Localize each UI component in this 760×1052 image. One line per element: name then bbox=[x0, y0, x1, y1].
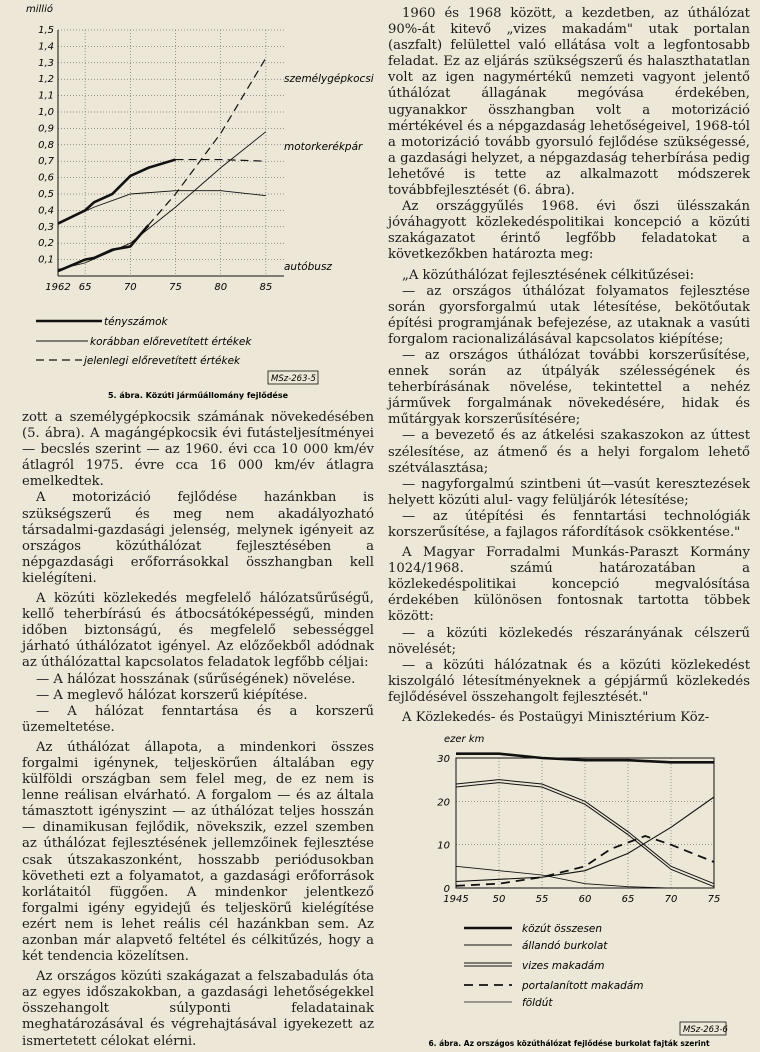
right-para-2: „A közúthálózat fejlesztésének célkitűzései: bbox=[402, 267, 695, 283]
fig6-code: MSz-263-6 bbox=[683, 1025, 728, 1035]
right-para-11: A Közlekedés- és Postaügyi Minisztérium Köz- bbox=[402, 710, 710, 726]
fig5-ytick: 0,3 bbox=[38, 221, 54, 233]
fig5-ytick: 0,1 bbox=[38, 254, 54, 266]
fig5-code: MSz-263-5 bbox=[271, 374, 316, 384]
right-para-6: — nagyforgalmú szintbeni út—vasút keresztezések helyett közúti alul- vagy felüljárók létesítése; bbox=[388, 476, 750, 508]
fig5-xtick: 1962 bbox=[45, 282, 71, 293]
fig5-xtick: 85 bbox=[259, 282, 273, 293]
fig5-xtick: 65 bbox=[78, 282, 92, 293]
left-para-4: — A meglevő hálózat korszerű kiépítése. bbox=[36, 687, 308, 703]
fig5-ytick: 1,5 bbox=[38, 25, 54, 36]
right-para-4: — az országos úthálózat további korszerűsítése, ennek során az útpályák szélességének és teherbírásának növelése, tekintettel a nehéz járművek forgalmának növekedésére, hidak és műtárgyak korszerűsítésére; bbox=[388, 347, 750, 428]
fig6-xtick: 60 bbox=[578, 894, 592, 905]
fig6-series-2 bbox=[456, 780, 714, 884]
fig5-series-1 bbox=[58, 132, 266, 270]
fig6-legend-1: állandó burkolat bbox=[522, 940, 608, 952]
fig6-ytick: 10 bbox=[437, 840, 450, 852]
fig6-ytick: 30 bbox=[437, 754, 450, 765]
left-para-7: Az országos közúti szakágazat a felszabadulás óta az egyes időszakokban, a gazdasági lehetőségekkel összehangolt súlyponti feladatainak meghatározásával és végrehajtásával igyekezett az ismertetett célokat elérni. bbox=[22, 969, 374, 1049]
fig5-label-car: személygépkocsi bbox=[284, 73, 374, 85]
fig5-ytick: 1,2 bbox=[38, 74, 54, 86]
fig6-legend-3: portalanított makadám bbox=[522, 980, 644, 992]
left-para-2: A közúti közlekedés megfelelő hálózatsűrűségű, kellő teherbírású és átbocsátóképességű, minden időben biztonságú, és megfelelő sebességgel járható úthálózatot igényel. Az előzőekből adódnak az úthálózattal kapcsolatos feladatok legfőbb céljai: bbox=[22, 591, 374, 671]
fig5-ytick: 0,8 bbox=[38, 139, 54, 151]
fig5-legend-1: korábban előrevetített értékek bbox=[90, 336, 252, 348]
right-para-7: — az útépítési és fenntartási technológiák korszerűsítése, a fajlagos ráfordítások csökkentése." bbox=[388, 508, 750, 540]
fig6-xtick: 70 bbox=[664, 894, 678, 905]
fig5-series-2 bbox=[148, 58, 266, 225]
fig5-ytick: 0,5 bbox=[38, 189, 54, 200]
fig5-ytick: 1,4 bbox=[38, 41, 54, 53]
right-para-10: — a közúti hálózatnak és a közúti közlekedést kiszolgáló létesítményeknek a gépjármű közlekedés fejlődésével összehangolt fejlesztését." bbox=[388, 657, 750, 705]
fig5-ytick: 1,0 bbox=[38, 107, 54, 118]
fig6-xtick: 55 bbox=[535, 894, 549, 905]
figure-6-chart bbox=[388, 730, 750, 1050]
right-para-1: Az országgyűlés 1968. évi őszi ülésszakán jóváhagyott közlekedéspolitikai koncepció a közúti szakágazatot érintő legfőbb feladatokat a következőkben határozta meg: bbox=[388, 199, 750, 263]
fig5-legend-0: tényszámok bbox=[104, 316, 168, 328]
right-para-5: — a bevezető és az átkelési szakaszokon az úttest szélesítése, az átmenő és a helyi forgalom lehető szétválasztása; bbox=[388, 428, 750, 476]
fig5-ytick: 0,9 bbox=[38, 123, 54, 135]
left-para-3: — A hálózat hosszának (sűrűségének) növelése. bbox=[36, 671, 356, 687]
left-para-0: zott a személygépkocsik számának növekedésében (5. ábra). A magángépkocsik évi futásteljesítményei — becslés szerint — az 1960. évi cca 10 000 km/év átlagról 1975. évre cca 16 000 km/év átlagra emelkedtek. bbox=[22, 410, 374, 490]
fig5-xtick: 75 bbox=[169, 282, 182, 293]
fig6-xtick: 75 bbox=[707, 894, 721, 905]
figure-5-chart bbox=[22, 0, 374, 400]
fig5-ylabel: millió bbox=[26, 4, 53, 15]
fig6-legend-2: vizes makadám bbox=[522, 960, 605, 972]
fig5-ytick: 1,3 bbox=[38, 57, 54, 69]
fig6-legend-4: földút bbox=[522, 997, 553, 1009]
left-para-5: — A hálózat fenntartása és a korszerű üzemeltetése. bbox=[22, 703, 374, 735]
fig6-caption: 6. ábra. Az országos közúthálózat fejlődése burkolat fajták szerint bbox=[428, 1039, 710, 1048]
left-para-1: A motorizáció fejlődése hazánkban is szükségszerű és meg nem akadályozható társadalmi-gazdasági jelenség, melynek igényeit az országos közúthálózat fejlesztésében a népgazdasági erőforrásokkal összhangban kell kielégíteni. bbox=[22, 490, 374, 586]
fig6-ytick: 0 bbox=[443, 884, 450, 895]
right-text bbox=[388, 6, 750, 726]
right-para-0: 1960 és 1968 között, a kezdetben, az úthálózat 90%-át kitevő „vizes makadám" utak portalan (aszfalt) felülettel való ellátása volt a legfontosabb feladat. Ez az eljárás szükségszerű és halaszthatatlan volt az igen nagymértékű nemzeti vagyont jelentő úthálózat állagának megóvása érdekében, ugyanakkor összhangban volt a motorizáció mértékével és a népgazdaság lehetőségeivel, 1968-tól a motorizáció tovább gyorsuló fejlődése szükségessé, a gazdasági helyzet, a népgazdaság teherbírása pedig lehetővé is tette az alkalmazott módszerek továbbfejlesztését (6. ábra). bbox=[388, 6, 750, 199]
fig5-series-0 bbox=[58, 225, 148, 271]
fig6-ytick: 20 bbox=[437, 797, 450, 809]
fig5-label-bus: autóbusz bbox=[284, 261, 332, 273]
right-para-9: — a közúti közlekedés részarányának célszerű növelését; bbox=[388, 625, 750, 657]
fig5-label-moto: motorkerékpár bbox=[284, 141, 363, 153]
right-para-8: A Magyar Forradalmi Munkás-Paraszt Kormány 1024/1968. számú határozatában a közlekedéspolitikai koncepció megvalósítása érdekében különösen fontosnak tartotta többek között: bbox=[388, 545, 750, 625]
fig6-legend-0: közút összesen bbox=[522, 923, 603, 935]
fig5-xtick: 70 bbox=[123, 282, 137, 293]
fig5-legend-2: jelenlegi előrevetített értékek bbox=[84, 355, 241, 367]
fig5-ytick: 0,7 bbox=[38, 156, 54, 168]
fig6-xtick: 50 bbox=[492, 894, 506, 905]
fig5-ytick: 0,4 bbox=[38, 205, 54, 217]
fig6-ylabel: ezer km bbox=[444, 734, 485, 745]
fig5-ytick: 0,6 bbox=[38, 172, 54, 184]
right-para-3: — az országos úthálózat folyamatos fejlesztése során gyorsforgalmú utak létesítése, bekötőutak építési programjának befejezése, az utaknak a vasúti forgalom racionalizálásával kapcsolatos kiépítése; bbox=[388, 283, 750, 347]
fig5-xtick: 80 bbox=[214, 282, 228, 293]
fig5-ytick: 0,2 bbox=[38, 238, 54, 250]
left-para-6: Az úthálózat állapota, a mindenkori összes forgalmi igénynek, teljeskörűen általában egy külföldi országban sem felel meg, de ez nem is lenne reálisan elvárható. A forgalom — és az általa támasztott igényszint — az úthálózat teljes hosszán — dinamikusan fejlődik, növekszik, ezzel szemben az úthálózat fejlesztésének jellemzőinek fejlesztése csak útszakaszonként, hosszabb periódusokban követheti ezt a folyamatot, a gazdasági erőforrások korlátaitól függően. A mindenkor jelentkező forgalmi igény egyidejű és teljeskörű kielégítése ezért nem is lehet reális cél hazánkban sem. Az azonban már alapvető feltétel és célkitűzés, hogy a két tendencia közelítsen. bbox=[22, 739, 374, 965]
fig5-ytick: 1,1 bbox=[38, 90, 54, 102]
fig6-xtick: 65 bbox=[621, 894, 635, 905]
fig6-xtick: 1945 bbox=[443, 894, 469, 905]
left-text bbox=[22, 410, 374, 1050]
fig5-caption: 5. ábra. Közúti járműállomány fejlődése bbox=[107, 391, 289, 400]
